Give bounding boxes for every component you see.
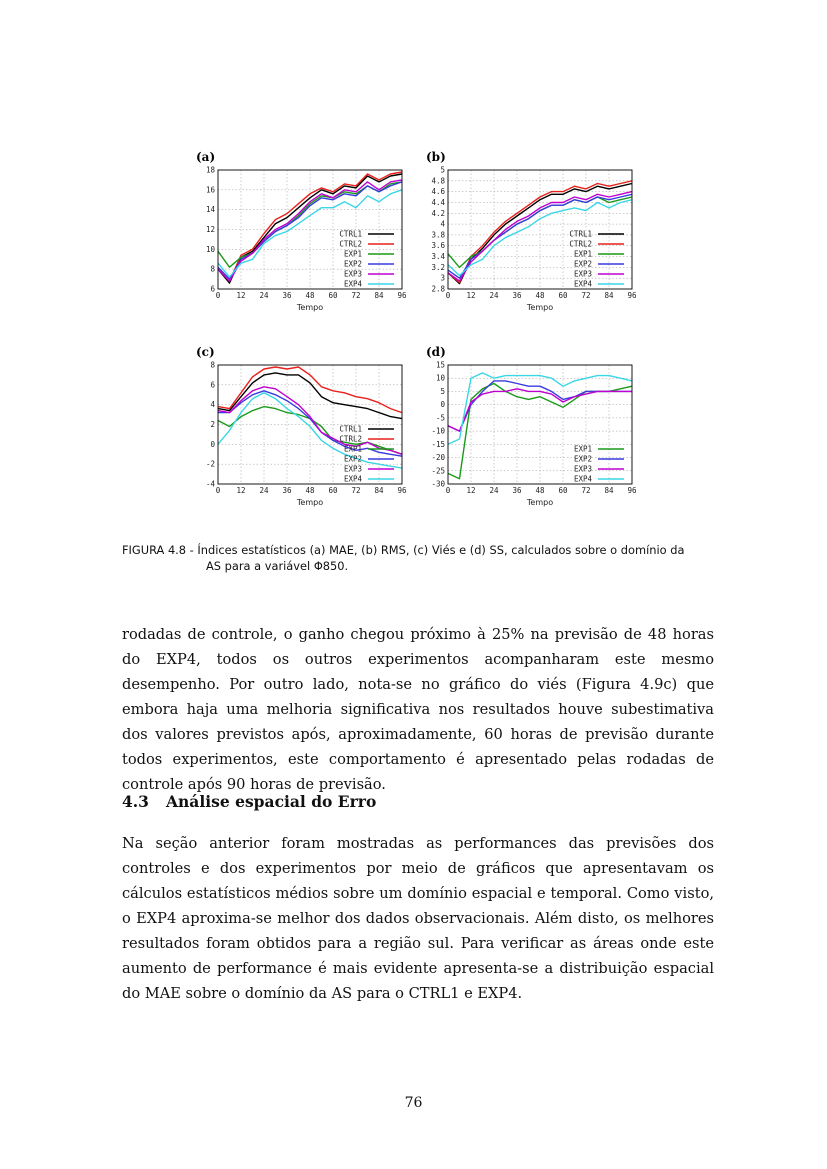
x-tick-label: 0	[215, 486, 221, 495]
legend-label: EXP3	[573, 464, 592, 474]
section-heading	[122, 792, 376, 811]
legend-label: EXP4	[343, 474, 362, 484]
page-number: 76	[404, 1095, 423, 1111]
x-tick-label: 24	[489, 291, 499, 300]
x-axis-title: Tempo	[526, 498, 554, 507]
y-tick-label: 4	[210, 400, 215, 410]
legend-label: CTRL2	[569, 239, 592, 249]
figure-caption	[122, 542, 717, 574]
x-tick-label: 84	[374, 486, 384, 495]
panel-c-label: (c)	[196, 345, 215, 359]
y-tick-label: 15	[435, 360, 445, 370]
x-tick-label: 96	[397, 291, 407, 300]
y-tick-label: 2	[210, 420, 215, 429]
x-tick-label: 84	[604, 291, 614, 300]
y-tick-label: 3.2	[431, 262, 445, 272]
x-axis-title: Tempo	[296, 303, 324, 312]
x-tick-label: 12	[236, 291, 246, 300]
x-tick-label: 84	[374, 291, 384, 300]
y-tick-label: 16	[205, 185, 215, 195]
y-tick-label: 2.8	[431, 284, 445, 294]
y-tick-label: -30	[431, 479, 445, 489]
x-tick-label: 0	[445, 291, 451, 300]
y-tick-label: -20	[431, 453, 445, 463]
x-tick-label: 0	[445, 486, 451, 495]
x-tick-label: 72	[581, 291, 591, 300]
y-tick-label: 3.6	[431, 241, 445, 251]
x-tick-label: 24	[259, 486, 269, 495]
x-tick-label: 12	[236, 486, 246, 495]
x-tick-label: 36	[282, 486, 292, 495]
y-tick-label: 3	[440, 273, 445, 283]
x-tick-label: 96	[627, 291, 637, 300]
y-tick-label: -4	[205, 479, 215, 489]
legend-label: CTRL2	[339, 434, 362, 444]
caption-label: FIGURA 4.8 -	[122, 543, 198, 557]
y-tick-label: 3.4	[431, 252, 445, 262]
legend-label: EXP4	[573, 474, 592, 484]
y-tick-label: -5	[435, 413, 445, 423]
x-tick-label: 12	[466, 291, 476, 300]
y-tick-label: 5	[440, 165, 445, 175]
y-tick-label: 0	[210, 439, 215, 449]
panel-d-label: (d)	[426, 345, 446, 359]
y-tick-label: 6	[210, 284, 215, 294]
y-tick-label: 4	[440, 219, 445, 229]
legend-label: CTRL1	[569, 229, 592, 239]
y-tick-label: 8	[210, 360, 215, 370]
x-tick-label: 36	[512, 291, 522, 300]
chart-b-svg	[426, 150, 646, 320]
x-tick-label: 72	[351, 486, 361, 495]
legend-label: EXP1	[573, 249, 592, 259]
panel-b-label: (b)	[426, 150, 446, 164]
panel-a-label: (a)	[196, 150, 216, 164]
x-axis-title: Tempo	[296, 498, 324, 507]
y-tick-label: 4.8	[431, 176, 445, 186]
legend-label: EXP3	[343, 269, 362, 279]
x-tick-label: 48	[535, 486, 545, 495]
legend-label: EXP4	[573, 279, 592, 289]
y-tick-label: 0	[440, 400, 445, 410]
series-line-exp1	[218, 407, 402, 455]
legend-label: CTRL1	[339, 229, 362, 239]
chart-a-svg	[196, 150, 416, 320]
x-axis-title: Tempo	[526, 303, 554, 312]
y-tick-label: 5	[440, 386, 445, 396]
legend-label: EXP3	[343, 464, 362, 474]
section-title: Análise espacial do Erro	[166, 792, 377, 811]
x-tick-label: 72	[581, 486, 591, 495]
x-tick-label: 36	[512, 486, 522, 495]
y-tick-label: -25	[431, 466, 445, 476]
legend-label: EXP4	[343, 279, 362, 289]
legend-label: EXP1	[343, 249, 362, 259]
y-tick-label: 8	[210, 264, 215, 274]
x-tick-label: 84	[604, 486, 614, 495]
x-tick-label: 60	[558, 486, 568, 495]
caption-text: Índices estatísticos (a) MAE, (b) RMS, (c) Viés e (d) SS, calculados sobre o domínio da	[197, 543, 685, 557]
legend-label: EXP3	[573, 269, 592, 279]
x-tick-label: 36	[282, 291, 292, 300]
legend-label: EXP2	[343, 259, 362, 269]
x-tick-label: 0	[215, 291, 221, 300]
x-tick-label: 96	[397, 486, 407, 495]
x-tick-label: 72	[351, 291, 361, 300]
caption-continuation: AS para a variável Φ850.	[206, 559, 349, 573]
x-tick-label: 60	[328, 291, 338, 300]
y-tick-label: 4.6	[431, 187, 445, 197]
y-tick-label: 4.4	[431, 197, 445, 207]
legend-label: EXP2	[573, 454, 592, 464]
legend-label: CTRL2	[339, 239, 362, 249]
legend-label: EXP1	[573, 444, 592, 454]
y-tick-label: 18	[205, 165, 215, 175]
legend-label: CTRL1	[339, 424, 362, 434]
x-tick-label: 96	[627, 486, 637, 495]
y-tick-label: 6	[210, 380, 215, 390]
y-tick-label: 12	[205, 225, 215, 234]
paragraph-2: Na seção anterior foram mostradas as performances das previsões dos controles e dos experimentos por meio de gráficos que apresentavam os cálculos estatísticos médios sobre um domínio espacial e temporal. Como visto, o EXP4 aproxima-se melhor dos dados observacionais. Além disto, os melhores resultados foram obtidos para a região sul. Para verificar as áreas onde este aumento de performance é mais evidente apresenta-se a distribuição espacial do MAE sobre o domínio da AS para o CTRL1 e EXP4.	[122, 835, 714, 1002]
y-tick-label: -10	[431, 426, 445, 436]
chart-c-svg	[196, 345, 416, 515]
y-tick-label: -2	[205, 459, 215, 469]
y-tick-label: 14	[205, 205, 215, 215]
x-tick-label: 48	[535, 291, 545, 300]
x-tick-label: 48	[305, 291, 315, 300]
x-tick-label: 24	[259, 291, 269, 300]
x-tick-label: 60	[328, 486, 338, 495]
x-tick-label: 60	[558, 291, 568, 300]
legend-label: EXP1	[343, 444, 362, 454]
y-tick-label: 4.2	[431, 208, 445, 218]
series-line-exp2	[448, 381, 632, 431]
y-tick-label: 10	[205, 244, 215, 254]
series-line-ctrl1	[218, 174, 402, 283]
x-tick-label: 24	[489, 486, 499, 495]
chart-d-svg	[426, 345, 646, 515]
x-tick-label: 48	[305, 486, 315, 495]
y-tick-label: 3.8	[431, 230, 445, 240]
section-number: 4.3	[122, 792, 149, 811]
y-tick-label: -15	[431, 439, 445, 449]
x-tick-label: 12	[466, 486, 476, 495]
y-tick-label: 10	[435, 373, 445, 383]
legend-label: EXP2	[573, 259, 592, 269]
legend-label: EXP2	[343, 454, 362, 464]
paragraph-1: rodadas de controle, o ganho chegou próximo à 25% na previsão de 48 horas do EXP4, todos os outros experimentos acompanharam este mesmo desempenho. Por outro lado, nota-se no gráfico do viés (Figura 4.9c) que embora haja uma melhoria significativa nos resultados houve subestimativa dos valores previstos após, aproximadamente, 60 horas de previsão durante todos experimentos, este comportamento é apresentado pelas rodadas de controle após 90 horas de previsão.	[122, 626, 714, 793]
